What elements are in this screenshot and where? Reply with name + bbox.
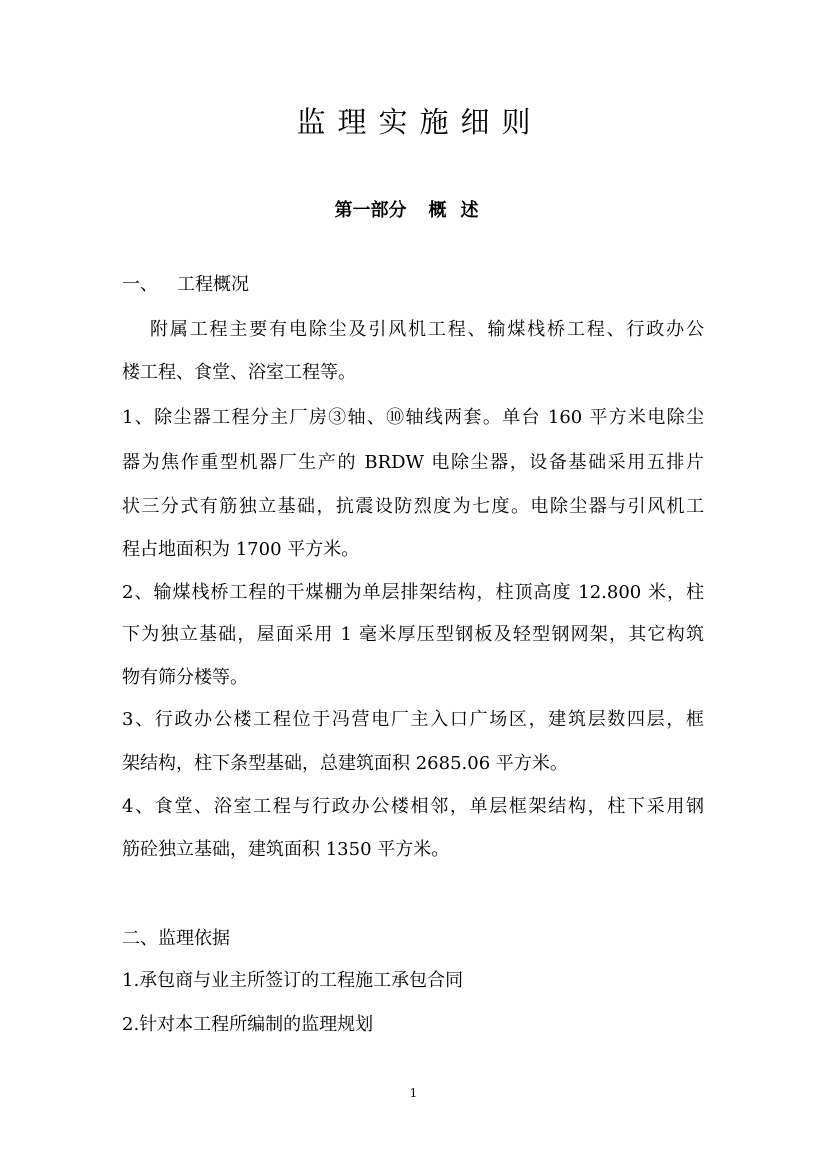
item2-line-3: 物有筛分楼等。 [122, 667, 248, 688]
item2-line-1: 2、输煤栈桥工程的干煤棚为单层排架结构，柱顶高度 12.800 米，柱 [122, 582, 704, 603]
intro-line-2: 楼工程、食堂、浴室工程等。 [122, 362, 356, 383]
part-name: 概述 [428, 200, 493, 221]
part-subtitle [0, 196, 827, 226]
section1-number: 一、 [122, 274, 158, 295]
item1-line-4: 程占地面积为 1700 平方米。 [122, 539, 360, 560]
item1-line-1: 1、除尘器工程分主厂房③轴、⑩轴线两套。单台 160 平方米电除尘 [122, 407, 704, 428]
item4-line-1: 4、食堂、浴室工程与行政办公楼相邻，单层框架结构，柱下采用钢 [122, 796, 704, 817]
item1-line-2: 器为焦作重型机器厂生产的 BRDW 电除尘器，设备基础采用五排片 [122, 452, 704, 473]
document-title: 监理实施细则 [296, 105, 543, 139]
item1-line-3: 状三分式有筋独立基础，抗震设防烈度为七度。电除尘器与引风机工 [122, 496, 704, 517]
item4-line-2: 筋砼独立基础，建筑面积 1350 平方米。 [122, 839, 450, 860]
section2-item-2: 2.针对本工程所编制的监理规划 [122, 1014, 374, 1035]
section1-heading [122, 270, 249, 300]
item2-line-2: 下为独立基础，屋面采用 1 毫米厚压型钢板及轻型钢网架，其它构筑 [122, 624, 704, 645]
intro-line-1: 附属工程主要有电除尘及引风机工程、输煤栈桥工程、行政办公 [150, 319, 704, 340]
page-number: 1 [409, 1086, 418, 1100]
section1-title: 工程概况 [177, 274, 249, 295]
item3-line-2: 架结构，柱下条型基础，总建筑面积 2685.06 平方米。 [122, 753, 568, 774]
section2-item-1: 1.承包商与业主所签订的工程施工承包合同 [122, 970, 464, 991]
section2-heading: 二、监理依据 [122, 928, 230, 949]
item3-line-1: 3、行政办公楼工程位于冯营电厂主入口广场区，建筑层数四层，框 [122, 709, 704, 730]
part-number: 第一部分 [334, 200, 407, 221]
